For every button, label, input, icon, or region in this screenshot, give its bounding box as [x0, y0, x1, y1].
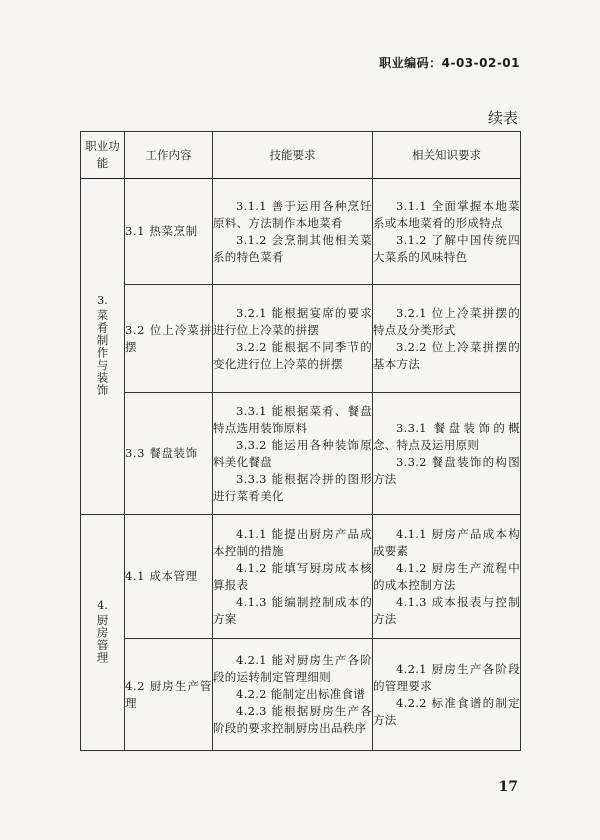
function-number: 4. [97, 598, 108, 612]
skill-item: 3.2.2 能根据不同季节的变化进行位上冷菜的拼摆 [213, 339, 372, 371]
table-row [81, 285, 521, 393]
header-content: 工作内容 [125, 132, 213, 179]
skill-item: 3.3.3 能根据冷拼的图形进行菜肴美化 [213, 471, 372, 503]
skill-item: 3.2.1 能根据宴席的要求进行位上冷菜的拼摆 [213, 305, 372, 337]
header-knowledge: 相关知识要求 [373, 132, 521, 179]
header-function: 职业功能 [81, 132, 125, 179]
skill-item: 4.2.1 能对厨房生产各阶段的运转制定管理细则 [213, 653, 372, 684]
skill-item: 3.3.2 能运用各种装饰原料美化餐盘 [213, 437, 372, 469]
function-cell [81, 179, 125, 515]
work-content-cell: 3.3 餐盘装饰 [125, 393, 213, 515]
skill-item: 3.1.1 善于运用各种烹饪原料、方法制作本地菜肴 [213, 198, 372, 230]
skill-item: 3.3.1 能根据菜肴、餐盘特点选用装饰原料 [213, 403, 372, 435]
table-row [81, 179, 521, 285]
function-name: 菜肴制作与装饰 [95, 308, 110, 397]
skill-item: 4.1.2 能填写厨房成本核算报表 [213, 560, 372, 592]
table-row [81, 393, 521, 515]
skills-cell [213, 285, 373, 393]
function-name: 厨房管理 [95, 613, 110, 664]
skill-item: 4.1.3 能编制控制成本的方案 [213, 594, 372, 626]
function-cell [81, 515, 125, 751]
work-content-cell: 4.1 成本管理 [125, 515, 213, 639]
knowledge-item: 3.1.2 了解中国传统四大菜系的风味特色 [373, 232, 520, 264]
work-content-cell: 4.2 厨房生产管理 [125, 639, 213, 751]
skills-cell [213, 639, 373, 751]
knowledge-cell [373, 515, 521, 639]
knowledge-item: 4.2.2 标准食谱的制定方法 [373, 695, 520, 727]
function-number: 3. [97, 293, 108, 307]
page-number: 17 [498, 779, 518, 795]
skill-item: 4.2.3 能根据厨房生产各阶段的要求控制厨房出品秩序 [213, 704, 372, 735]
knowledge-item: 3.3.2 餐盘装饰的构图方法 [373, 454, 520, 486]
skills-cell [213, 179, 373, 285]
skill-item: 4.2.2 能制定出标准食谱 [236, 687, 366, 701]
skill-item: 4.1.1 能提出厨房产品成本控制的措施 [213, 526, 372, 558]
knowledge-item: 3.2.2 位上冷菜拼摆的基本方法 [373, 339, 520, 371]
table-header-row [81, 132, 521, 179]
knowledge-cell [373, 179, 521, 285]
table-row [81, 515, 521, 639]
knowledge-item: 3.1.1 全面掌握本地菜系或本地菜肴的形成特点 [373, 198, 520, 230]
work-content-cell: 3.2 位上冷菜拼摆 [125, 285, 213, 393]
table-row [81, 639, 521, 751]
knowledge-item: 4.1.1 厨房产品成本构成要素 [373, 526, 520, 558]
knowledge-item: 3.3.1 餐盘装饰的概念、特点及运用原则 [373, 420, 520, 452]
skills-table [80, 131, 521, 751]
knowledge-item: 4.1.3 成本报表与控制方法 [373, 594, 520, 626]
skill-item: 3.1.2 会烹制其他相关菜系的特色菜肴 [213, 232, 372, 264]
knowledge-cell [373, 393, 521, 515]
knowledge-item: 3.2.1 位上冷菜拼摆的特点及分类形式 [373, 305, 520, 337]
skills-cell [213, 393, 373, 515]
occupation-code: 职业编码：4-03-02-01 [379, 56, 520, 70]
work-content-cell: 3.1 热菜烹制 [125, 179, 213, 285]
continued-label: 续表 [487, 109, 518, 127]
knowledge-item: 4.1.2 厨房生产流程中的成本控制方法 [373, 560, 520, 592]
knowledge-item: 4.2.1 厨房生产各阶段的管理要求 [373, 661, 520, 693]
header-skills: 技能要求 [213, 132, 373, 179]
knowledge-cell [373, 639, 521, 751]
knowledge-cell [373, 285, 521, 393]
skills-cell [213, 515, 373, 639]
